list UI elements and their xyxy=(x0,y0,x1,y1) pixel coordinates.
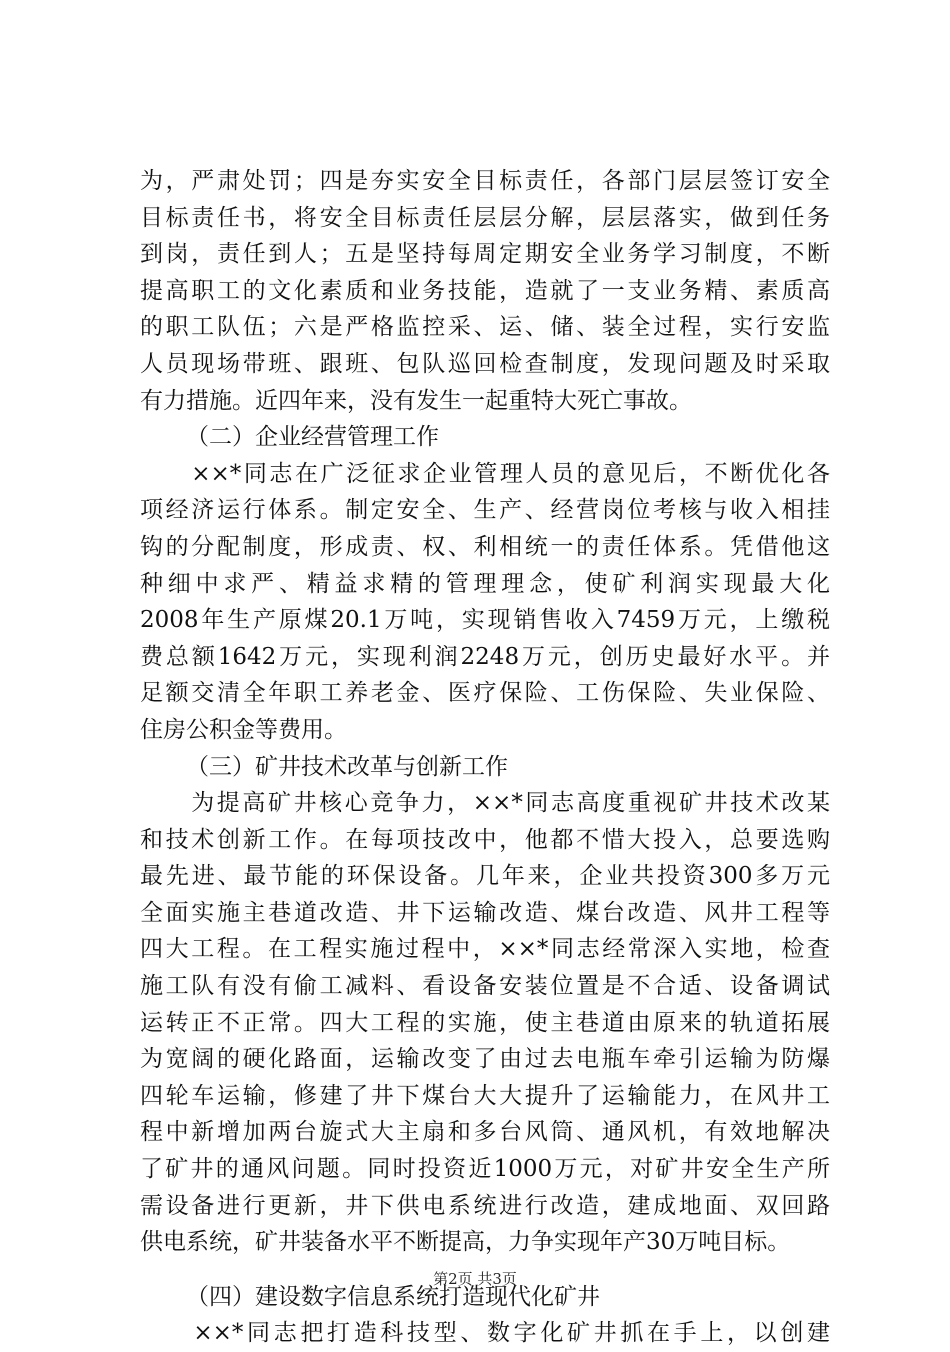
text-line: 到岗，责任到人；五是坚持每周定期安全业务学习制度，不断 xyxy=(140,241,830,268)
text-line: 目标责任书，将安全目标责任层层分解，层层落实，做到任务 xyxy=(140,204,830,231)
text-line: 和技术创新工作。在每项技改中，他都不惜大投入，总要选购 xyxy=(140,826,830,853)
text-line: ××*同志把打造科技型、数字化矿井抓在手上，以创建 xyxy=(140,1320,830,1347)
text-line: 为，严肃处罚；四是夯实安全目标责任，各部门层层签订安全 xyxy=(140,168,830,194)
text-line: 2008年生产原煤20.1万吨，实现销售收入7459万元，上缴税 xyxy=(140,607,830,634)
text-line: 供电系统，矿井装备水平不断提高，力争实现年产30万吨目标。 xyxy=(140,1229,791,1256)
text-line: 了矿井的通风问题。同时投资近1000万元，对矿井安全生产所 xyxy=(140,1156,830,1183)
section-heading: （四）建设数字信息系统打造现代化矿井 xyxy=(186,1283,600,1310)
text-line: 住房公积金等费用。 xyxy=(140,716,347,743)
body-text xyxy=(140,163,830,1352)
text-line: 施工队有没有偷工减料、看设备安装位置是不合适、设备调试 xyxy=(140,973,830,1000)
text-line: 足额交清全年职工养老金、医疗保险、工伤保险、失业保险、 xyxy=(140,680,830,707)
text-line: 提高职工的文化素质和业务技能，造就了一支业务精、素质高 xyxy=(140,277,830,304)
text-line: 费总额1642万元，实现利润2248万元，创历史最好水平。并 xyxy=(140,643,830,670)
page-footer: 第2页 共3页 xyxy=(433,1270,517,1288)
section-heading: （二）企业经营管理工作 xyxy=(186,424,439,451)
text-line: 人员现场带班、跟班、包队巡回检查制度，发现问题及时采取 xyxy=(140,350,830,377)
text-line: 程中新增加两台旋式大主扇和多台风筒、通风机，有效地解决 xyxy=(140,1119,830,1146)
text-line: 为提高矿井核心竞争力，××*同志高度重视矿井技术改某 xyxy=(140,790,830,817)
text-line: ××*同志在广泛征求企业管理人员的意见后，不断优化各 xyxy=(140,460,830,487)
text-line: 种细中求严、精益求精的管理理念，使矿利润实现最大化 xyxy=(140,570,830,597)
text-line: 钩的分配制度，形成责、权、利相统一的责任体系。凭借他这 xyxy=(140,533,830,560)
text-line: 最先进、最节能的环保设备。几年来，企业共投资300多万元 xyxy=(140,863,830,890)
text-line: 全面实施主巷道改造、井下运输改造、煤台改造、风井工程等 xyxy=(140,899,830,926)
text-line: 需设备进行更新，井下供电系统进行改造，建成地面、双回路 xyxy=(140,1192,830,1219)
text-line: 运转正不正常。四大工程的实施，使主巷道由原来的轨道拓展 xyxy=(140,1009,830,1036)
text-line: 为宽阔的硬化路面，运输改变了由过去电瓶车牵引运输为防爆 xyxy=(140,1046,830,1073)
text-line: 项经济运行体系。制定安全、生产、经营岗位考核与收入相挂 xyxy=(140,497,830,524)
text-line: 四大工程。在工程实施过程中，××*同志经常深入实地，检查 xyxy=(140,936,830,963)
section-heading: （三）矿井技术改革与创新工作 xyxy=(186,753,508,780)
text-line: 有力措施。近四年来，没有发生一起重特大死亡事故。 xyxy=(140,387,692,414)
text-line: 的职工队伍；六是严格监控采、运、储、装全过程，实行安监 xyxy=(140,314,830,341)
text-line: 四轮车运输，修建了井下煤台大大提升了运输能力，在风井工 xyxy=(140,1082,830,1109)
